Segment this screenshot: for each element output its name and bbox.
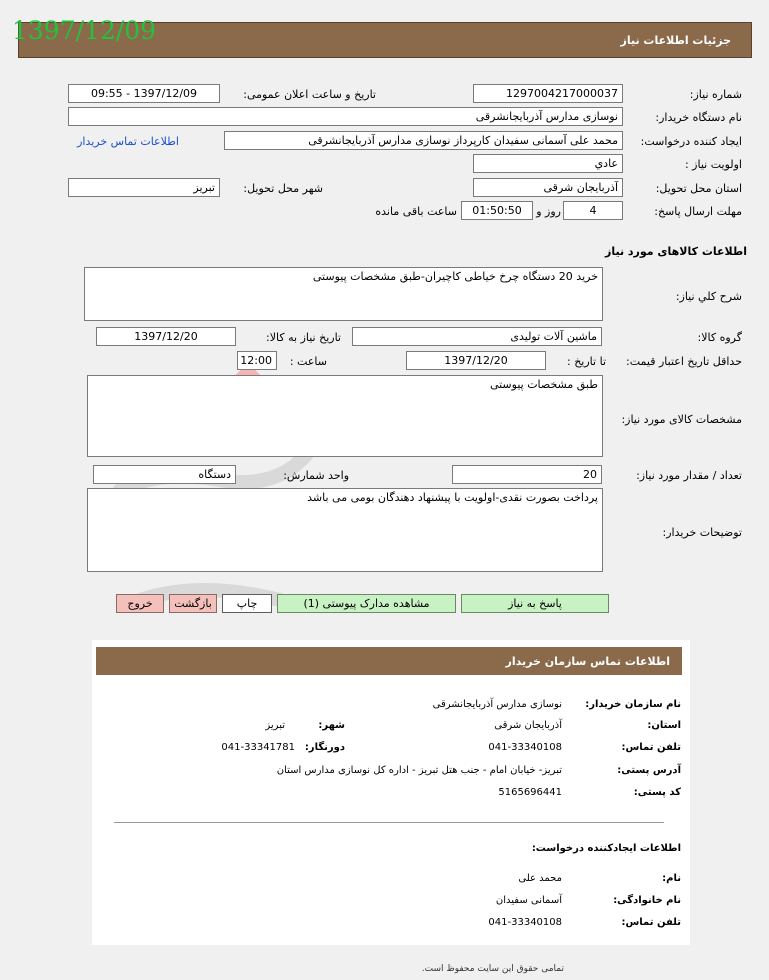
contact-city-value: تبریز [265,720,285,731]
contact-fax-value: 041-33341781 [221,742,295,753]
contact-fax-label: دورنگار: [304,742,345,753]
days-suffix: روز و [536,205,561,218]
buyer-org-field: نوسازی مدارس آذربایجانشرقی [68,107,623,126]
contact-province-label: استان: [647,720,681,731]
need-date-field: 1397/12/20 [96,327,236,346]
creator-family-label: نام خانوادگی: [613,895,681,906]
creator-name-label: نام: [662,873,681,884]
date-stamp: 1397/12/09 [12,16,157,45]
contact-phone-value: 041-33340108 [488,742,562,753]
contact-phone-label: تلفن تماس: [621,742,681,753]
contact-city-label: شهر: [318,720,345,731]
goods-section-title: اطلاعات کالاهای مورد نیاز [605,245,747,258]
contact-card-header [96,647,682,675]
hour-field: 12:00 [237,351,277,370]
to-date-label: تا تاریخ : [567,355,606,368]
contact-divider [114,822,664,823]
contact-org-label: نام سازمان خریدار: [585,699,681,710]
creator-info-title: اطلاعات ایجادکننده درخواست: [531,843,681,854]
time-left-field: 01:50:50 [461,201,533,220]
group-field: ماشین آلات تولیدی [352,327,602,346]
print-button[interactable]: چاپ [222,594,272,613]
contact-province-value: آذربایجان شرقی [494,720,562,731]
min-price-label: حداقل تاریخ اعتبار قیمت: [626,355,742,368]
page-title: جزئیات اطلاعات نیاز [620,34,731,47]
spec-label: مشخصات کالای مورد نیاز: [621,413,742,426]
unit-field: دستگاه [93,465,236,484]
need-date-label: تاریخ نیاز به کالا: [266,331,341,344]
days-field: 4 [563,201,623,220]
need-number-label: شماره نیاز: [689,88,742,101]
attachments-button[interactable]: مشاهده مدارک پیوستی (1) [277,594,456,613]
contact-postal-label: کد پستی: [633,787,681,798]
creator-name-value: محمد علی [518,873,562,884]
creator-field: محمد علی آسمانی سفیدان کارپرداز نوسازی مدارس آذربایجانشرقی [224,131,623,150]
footer-copyright: تمامی حقوق این سایت محفوظ است. [421,964,564,974]
time-left-suffix: ساعت باقی مانده [375,205,457,218]
province-label: استان محل تحویل: [655,182,742,195]
to-date-field: 1397/12/20 [406,351,546,370]
desc-field: خرید 20 دستگاه چرخ خیاطی کاچیران-طبق مشخصات پیوستی [84,267,603,321]
deadline-label: مهلت ارسال پاسخ: [654,205,742,218]
priority-field: عادي [473,154,623,173]
hour-label: ساعت : [289,355,327,368]
spec-field: طبق مشخصات پیوستی [87,375,603,457]
announce-field: 1397/12/09 - 09:55 [68,84,220,103]
contact-address-label: آدرس پستی: [617,765,681,776]
creator-phone-label: تلفن تماس: [621,917,681,928]
group-label: گروه کالا: [697,331,742,344]
back-button[interactable]: بازگشت [169,594,217,613]
city-label: شهر محل تحویل: [243,182,323,195]
reply-button[interactable]: پاسخ به نیاز [461,594,609,613]
contact-postal-value: 5165696441 [498,787,562,798]
contact-org-value: نوسازی مدارس آذربایجانشرقی [432,699,562,710]
city-field: تبریز [68,178,220,197]
province-field: آذربایجان شرقی [473,178,623,197]
qty-field: 20 [452,465,602,484]
unit-label: واحد شمارش: [283,469,349,482]
buyer-contact-link[interactable]: اطلاعات تماس خریدار [77,135,179,148]
buyer-notes-label: توضیحات خریدار: [662,526,742,539]
buyer-notes-field: پرداخت بصورت نقدی-اولویت با پیشنهاد دهندگان بومی می باشد [87,488,603,572]
creator-label: ایجاد کننده درخواست: [640,135,742,148]
qty-label: تعداد / مقدار مورد نیاز: [636,469,742,482]
creator-family-value: آسمانی سفیدان [495,895,562,906]
contact-card-title: اطلاعات تماس سازمان خریدار [505,655,670,668]
buyer-contact-card [92,640,690,945]
desc-label: شرح کلي نیاز: [675,290,742,303]
contact-address-value: تبریز- خیابان امام - جنب هتل تبریز - اداره کل نوسازی مدارس استان [276,765,562,776]
need-number-field: 1297004217000037 [473,84,623,103]
buyer-org-label: نام دستگاه خریدار: [655,111,742,124]
announce-label: تاریخ و ساعت اعلان عمومی: [243,88,376,101]
exit-button[interactable]: خروج [116,594,164,613]
creator-phone-value: 041-33340108 [488,917,562,928]
priority-label: اولویت نیاز : [684,158,742,171]
